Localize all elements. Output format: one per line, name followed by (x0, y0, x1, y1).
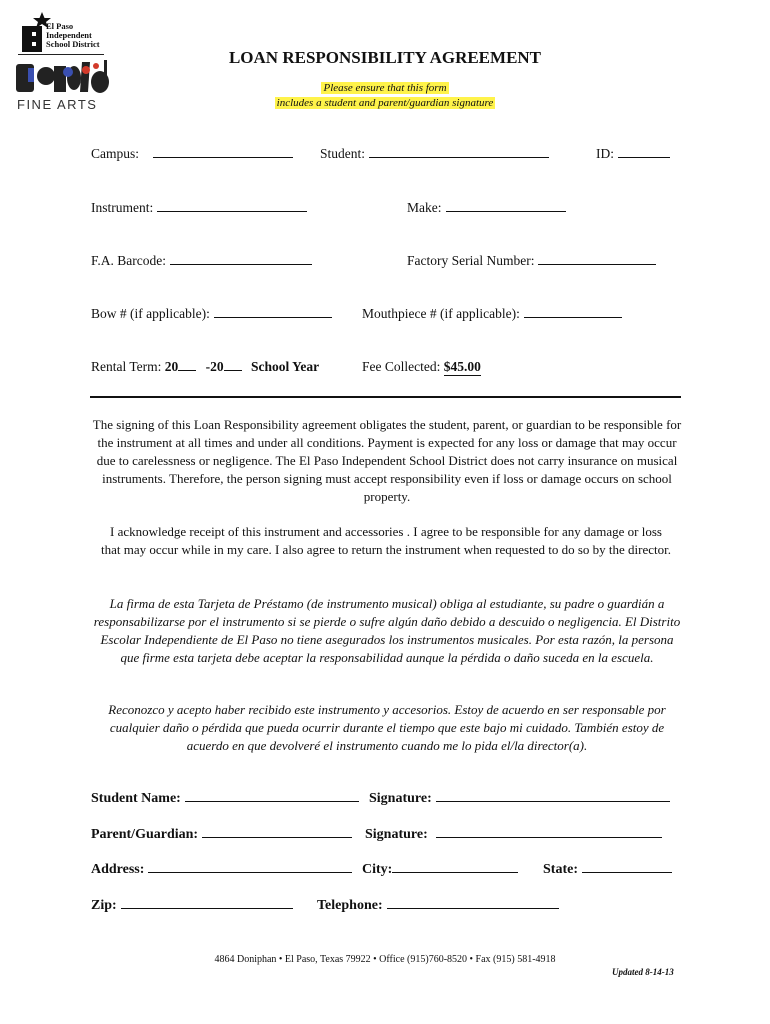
telephone-field[interactable] (317, 898, 559, 914)
student-name-label: Student Name: (91, 791, 181, 806)
fine-arts-label: FINE ARTS (17, 97, 98, 112)
id-label: ID: (596, 146, 614, 161)
instrument-label: Instrument: (91, 200, 154, 215)
student-signature-label: Signature: (369, 791, 432, 806)
signature-notice-line-1: Please ensure that this form (323, 82, 447, 94)
parent-signature-label: Signature: (365, 827, 428, 842)
document-title: LOAN RESPONSIBILITY AGREEMENT (228, 48, 542, 67)
id-field[interactable] (596, 146, 670, 162)
student-field[interactable] (320, 146, 549, 162)
student-name-field[interactable] (91, 791, 359, 807)
student-signature-field[interactable] (369, 791, 670, 807)
acknowledgement-paragraph-es: Reconozco y acepto haber recibido este instrumento y accesorios. Estoy de acuerdo en ser responsable por cualquier daño o pérdida que pueda ocurrir durante el tiempo que este bajo mi cuidado. También estoy de acuerdo en que devolveré el instrumento cuando me lo pida el/la director(a). (108, 702, 666, 753)
district-line-2: Independent (46, 30, 92, 40)
updated-date: Updated 8-14-13 (612, 967, 674, 977)
footer-address: 4864 Doniphan • El Paso, Texas 79922 • Office (915)760-8520 • Fax (915) 581-4918 (214, 954, 556, 965)
serial-number-label: Factory Serial Number: (407, 253, 535, 268)
barcode-field[interactable] (91, 253, 312, 269)
rental-term-label: Rental Term: (91, 359, 162, 374)
zip-label: Zip: (91, 898, 117, 913)
instrument-field[interactable] (91, 200, 307, 216)
mouthpiece-label: Mouthpiece # (if applicable): (362, 306, 520, 321)
fee-collected-field (362, 359, 481, 376)
city-label: City: (362, 862, 393, 877)
rental-term-field[interactable] (91, 359, 319, 375)
telephone-label: Telephone: (317, 898, 383, 913)
responsibility-paragraph-en: The signing of this Loan Responsibility agreement obligates the student, parent, or guardian to be responsible for the instrument at all times and under all conditions. Payment is expected for any loss or damage that may occur due to carelessness or negligence. The El Paso Independent School District does not carry insurance on musical instruments. Therefore, the person signing must accept responsibility even if loss or damage occurs on school property. (92, 417, 682, 504)
parent-signature-field[interactable] (365, 827, 662, 843)
school-year-label: School Year (251, 359, 320, 374)
address-field[interactable] (91, 862, 352, 878)
fee-collected-value: $45.00 (443, 359, 481, 374)
rental-year-start: 20 (164, 359, 179, 374)
district-line-1: El Paso (46, 21, 74, 31)
city-field[interactable] (362, 862, 518, 878)
acknowledgement-paragraph-en: I acknowledge receipt of this instrument and accessories . I agree to be responsible for any damage or loss that may occur while in my care. I also agree to return the instrument when requested to do so by the director. (100, 524, 671, 557)
serial-number-field[interactable] (407, 253, 656, 269)
address-label: Address: (91, 862, 145, 877)
section-divider (90, 396, 681, 398)
parent-guardian-field[interactable] (91, 827, 352, 843)
state-label: State: (543, 862, 578, 877)
barcode-label: F.A. Barcode: (91, 253, 167, 268)
fee-collected-label: Fee Collected: (362, 359, 441, 374)
bow-label: Bow # (if applicable): (91, 306, 210, 321)
state-field[interactable] (543, 862, 672, 878)
parent-guardian-label: Parent/Guardian: (91, 827, 199, 842)
signature-notice-line-2: includes a student and parent/guardian signature (276, 97, 494, 109)
campus-field[interactable] (91, 146, 293, 162)
bow-field[interactable] (91, 306, 332, 322)
make-label: Make: (407, 200, 442, 215)
make-field[interactable] (407, 200, 566, 216)
student-label: Student: (320, 146, 366, 161)
campus-label: Campus: (91, 146, 140, 161)
district-line-3: School District (46, 39, 100, 49)
rental-year-end: -20 (205, 359, 224, 374)
district-name (46, 22, 100, 49)
zip-field[interactable] (91, 898, 293, 914)
responsibility-paragraph-es: La firma de esta Tarjeta de Préstamo (de instrumento musical) obliga al estudiante, su padre o guardián a responsabilizarse por el instrumento si se pierde o sufre algún daño debido a descuido o negligencia. El Distrito Escolar Independiente de El Paso no tiene asegurados los instrumentos musicales. Por esta razón, la persona que firme esta tarjeta debe aceptar la responsabilidad aunque la pérdida o daño suceda en la escuela. (93, 596, 681, 665)
mouthpiece-field[interactable] (362, 306, 622, 322)
